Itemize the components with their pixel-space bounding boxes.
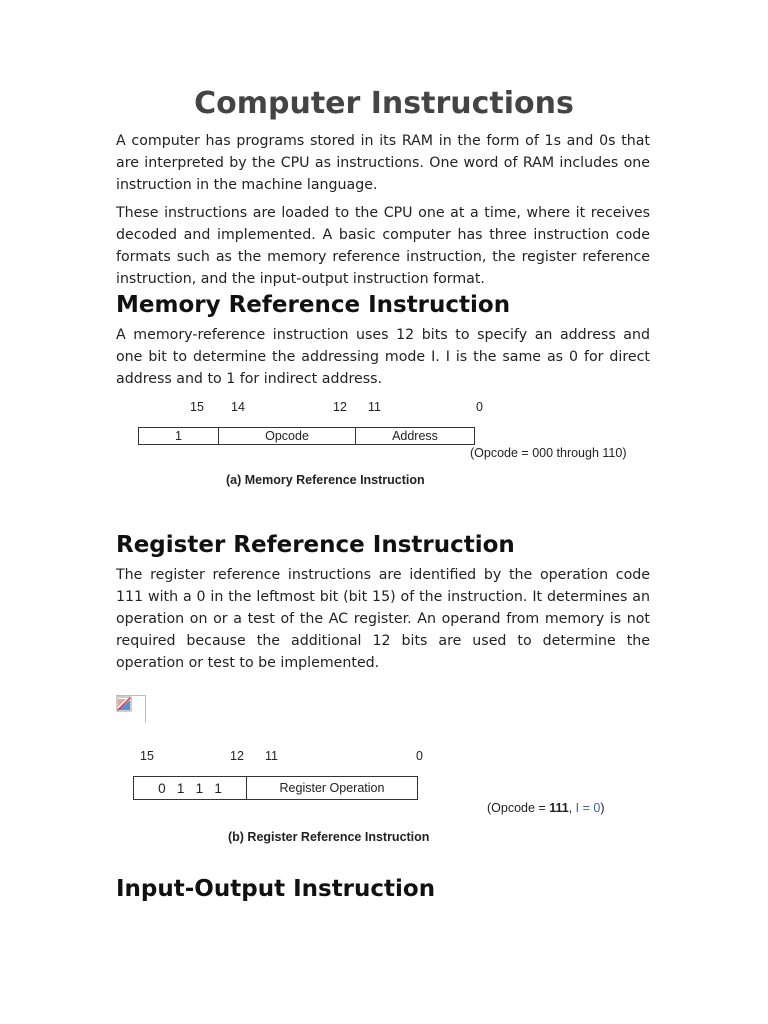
opcode-field: Opcode (219, 428, 356, 444)
broken-image-icon (116, 695, 146, 723)
intro-section (116, 130, 650, 290)
reg-bit-label-0: 0 (416, 749, 423, 763)
register-paragraph: The register reference instructions are identified by the operation code 111 with a 0 in the leftmost bit (bit 15) of the instruction. It determines an operation on or a test of the AC register. An operand from memory is not required because the additional 12 bits are used to determine the operation or test to be implemented. (116, 567, 650, 671)
register-section (116, 530, 650, 674)
note-opcode-value: 111 (549, 801, 569, 815)
io-section (116, 874, 650, 904)
note-suffix: ) (600, 801, 605, 815)
reg-bit-label-11: 11 (265, 749, 278, 763)
memory-opcode-note: (Opcode = 000 through 110) (470, 446, 627, 460)
intro-paragraph-1: A computer has programs stored in its RAM in the form of 1s and 0s that are interpreted by the CPU as instructions. One word of RAM includes one instruction in the machine language. (116, 133, 650, 193)
bit-label-0: 0 (476, 400, 483, 414)
bit-label-12: 12 (333, 400, 347, 414)
indirect-bit-field: 1 (139, 428, 219, 444)
bit-label-11: 11 (368, 400, 381, 414)
bit-label-14: 14 (231, 400, 245, 414)
note-separator: , (568, 801, 576, 815)
register-opcode-bits: 0 1 1 1 (134, 777, 247, 799)
bit-label-15: 15 (190, 400, 204, 414)
address-field: Address (392, 429, 438, 443)
reg-bit-label-12: 12 (230, 749, 244, 763)
intro-paragraph-2: These instructions are loaded to the CPU one at a time, where it receives decoded and implemented. A basic computer has three instruction code formats such as the memory reference instruction, the register reference instruction, and the input-output instruction format. (116, 205, 650, 287)
note-prefix: (Opcode = (487, 801, 550, 815)
register-opcode-note (487, 801, 604, 815)
register-operation-field: Register Operation (279, 781, 385, 795)
memory-figure-caption: (a) Memory Reference Instruction (226, 473, 425, 487)
memory-paragraph: A memory-reference instruction uses 12 bits to specify an address and one bit to determine the addressing mode I. I is the same as 0 for direct address and to 1 for indirect address. (116, 327, 650, 387)
memory-section (116, 290, 650, 390)
io-heading: Input-Output Instruction (116, 876, 436, 902)
memory-instruction-box (138, 427, 475, 445)
reg-bit-label-15: 15 (140, 749, 154, 763)
register-heading: Register Reference Instruction (116, 532, 515, 558)
register-instruction-box (133, 776, 418, 800)
note-i-value: I = 0 (575, 801, 601, 815)
register-figure-caption: (b) Register Reference Instruction (228, 830, 430, 844)
memory-heading: Memory Reference Instruction (116, 292, 511, 318)
page-title: Computer Instructions (194, 86, 574, 121)
